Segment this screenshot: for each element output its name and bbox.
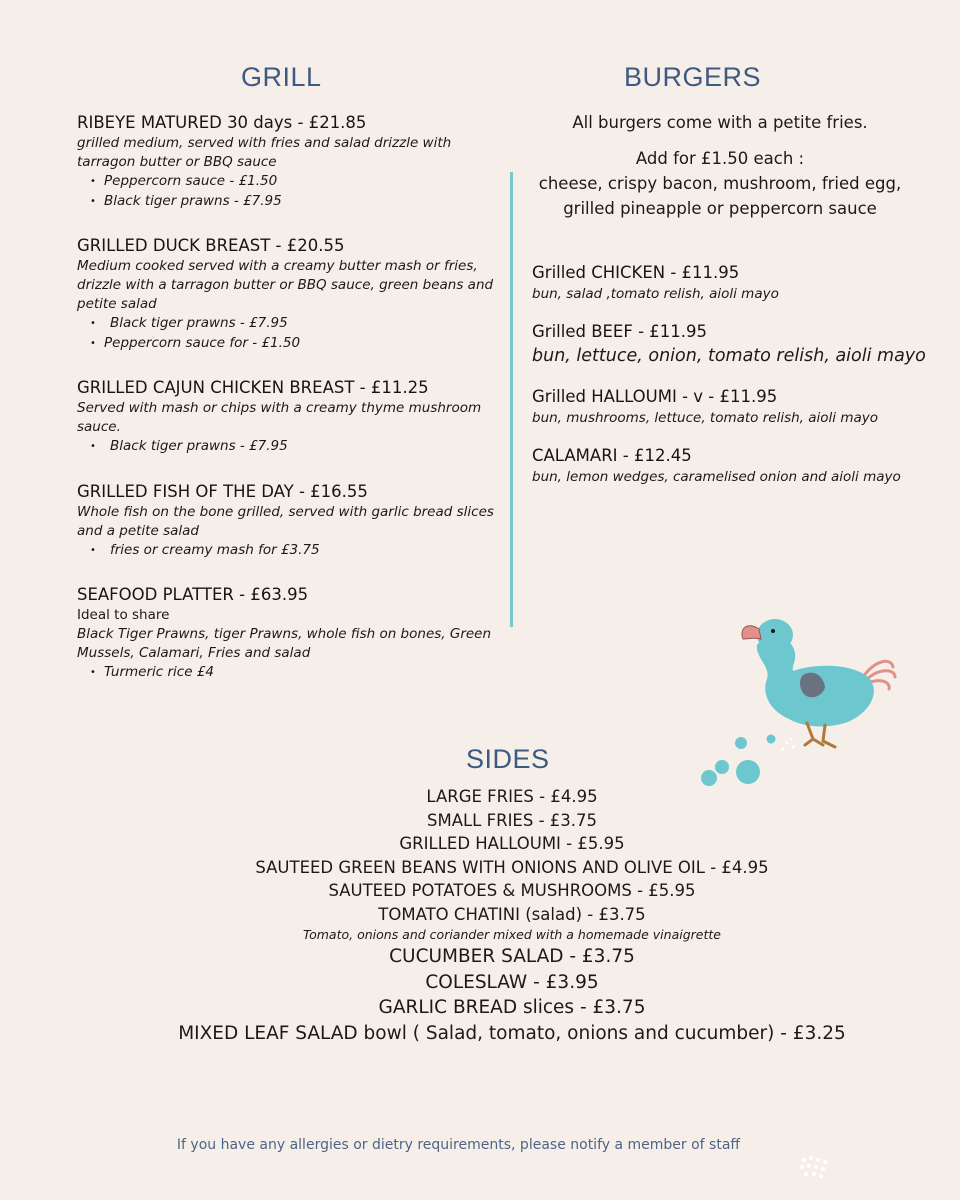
burger-item-beef — [532, 321, 952, 369]
grill-item-cajun-chicken — [77, 377, 507, 457]
side-item-note: Tomato, onions and coriander mixed with a homemade vinaigrette — [303, 927, 721, 942]
dodo-eye — [771, 629, 775, 633]
item-option: • Peppercorn sauce for - £1.50 — [104, 334, 507, 354]
burgers-intro-text: All burgers come with a petite fries. — [572, 113, 868, 132]
item-option: • fries or creamy mash for £3.75 — [104, 541, 507, 561]
dodo-legs — [805, 723, 835, 747]
burgers-heading: BURGERS — [624, 62, 762, 92]
grill-section — [77, 112, 507, 707]
item-description: Medium cooked served with a creamy butter mash or fries, drizzle with a tarragon butter or BBQ sauce, green beans and petite salad — [77, 258, 494, 312]
item-title: Grilled BEEF - £11.95 — [532, 322, 708, 341]
item-option: • Turmeric rice £4 — [104, 663, 507, 683]
item-option: • Black tiger prawns - £7.95 — [104, 192, 507, 212]
side-item: MIXED LEAF SALAD bowl ( Salad, tomato, onions and cucumber) - £3.25 — [178, 1022, 846, 1044]
side-item: GARLIC BREAD slices - £3.75 — [378, 997, 646, 1018]
item-option: • Black tiger prawns - £7.95 — [104, 437, 507, 457]
item-description: grilled medium, served with fries and salad drizzle with tarragon butter or BBQ sauce — [77, 135, 452, 170]
item-description: Black Tiger Prawns, tiger Prawns, whole fish on bones, Green Mussels, Calamari, Fries and salad — [77, 626, 492, 661]
item-option: • Peppercorn sauce - £1.50 — [104, 172, 507, 192]
item-description: Served with mash or chips with a creamy thyme mushroom sauce. — [77, 400, 482, 435]
burgers-addon-label: Add for £1.50 each : — [635, 149, 805, 168]
item-option: • Black tiger prawns - £7.95 — [104, 314, 507, 334]
side-item: SMALL FRIES - £3.75 — [426, 810, 598, 830]
sides-section — [0, 785, 960, 1046]
item-title: CALAMARI - £12.45 — [532, 446, 692, 465]
side-item: GRILLED HALLOUMI - £5.95 — [399, 834, 625, 853]
side-item: COLESLAW - £3.95 — [425, 971, 599, 993]
item-description: bun, mushrooms, lettuce, tomato relish, aioli mayo — [532, 410, 879, 426]
item-title: GRILLED FISH OF THE DAY - £16.55 — [77, 481, 368, 501]
burgers-addon-line: grilled pineapple or peppercorn sauce — [563, 199, 877, 218]
grill-item-ribeye — [77, 112, 507, 211]
column-divider — [510, 172, 513, 627]
item-title: GRILLED DUCK BREAST - £20.55 — [77, 236, 345, 255]
side-item: LARGE FRIES - £4.95 — [426, 787, 598, 806]
item-description: Whole fish on the bone grilled, served with garlic bread slices and a petite salad — [77, 503, 494, 539]
burgers-section — [532, 262, 952, 504]
dodo-sparkle — [782, 738, 795, 751]
burgers-intro — [520, 110, 920, 221]
side-item: SAUTEED POTATOES & MUSHROOMS - £5.95 — [328, 881, 696, 900]
side-item: SAUTEED GREEN BEANS WITH ONIONS AND OLIVE OIL - £4.95 — [255, 857, 769, 877]
allergy-notice: If you have any allergies or dietry requirements, please notify a member of staff — [176, 1137, 741, 1153]
dodo-bubbles — [701, 735, 776, 787]
burger-item-halloumi — [532, 386, 952, 428]
item-title: SEAFOOD PLATTER - £63.95 — [77, 585, 309, 604]
item-title: Grilled CHICKEN - £11.95 — [532, 263, 740, 282]
item-title: Grilled HALLOUMI - v - £11.95 — [532, 387, 778, 406]
item-note: Ideal to share — [77, 607, 170, 623]
item-title: GRILLED CAJUN CHICKEN BREAST - £11.25 — [77, 378, 429, 397]
grill-item-fish — [77, 481, 507, 561]
dodo-beak — [742, 626, 761, 639]
item-title: RIBEYE MATURED 30 days - £21.85 — [77, 113, 367, 132]
side-item: CUCUMBER SALAD - £3.75 — [389, 946, 635, 967]
item-description: bun, lettuce, onion, tomato relish, aioli mayo — [532, 346, 926, 366]
sides-heading: SIDES — [466, 744, 550, 774]
burger-item-chicken — [532, 262, 952, 304]
dodo-bird-illustration — [695, 605, 905, 790]
decorative-dots-icon — [796, 1152, 836, 1182]
burgers-addon-line: cheese, crispy bacon, mushroom, fried egg, — [538, 174, 902, 193]
side-item: TOMATO CHATINI (salad) - £3.75 — [378, 904, 646, 924]
burger-item-calamari — [532, 445, 952, 487]
grill-item-seafood-platter — [77, 584, 507, 683]
item-description: bun, salad ,tomato relish, aioli mayo — [532, 286, 779, 302]
dodo-head — [757, 619, 793, 651]
item-description: bun, lemon wedges, caramelised onion and aioli mayo — [532, 469, 901, 485]
grill-item-duck — [77, 235, 507, 353]
grill-heading: GRILL — [241, 62, 322, 92]
